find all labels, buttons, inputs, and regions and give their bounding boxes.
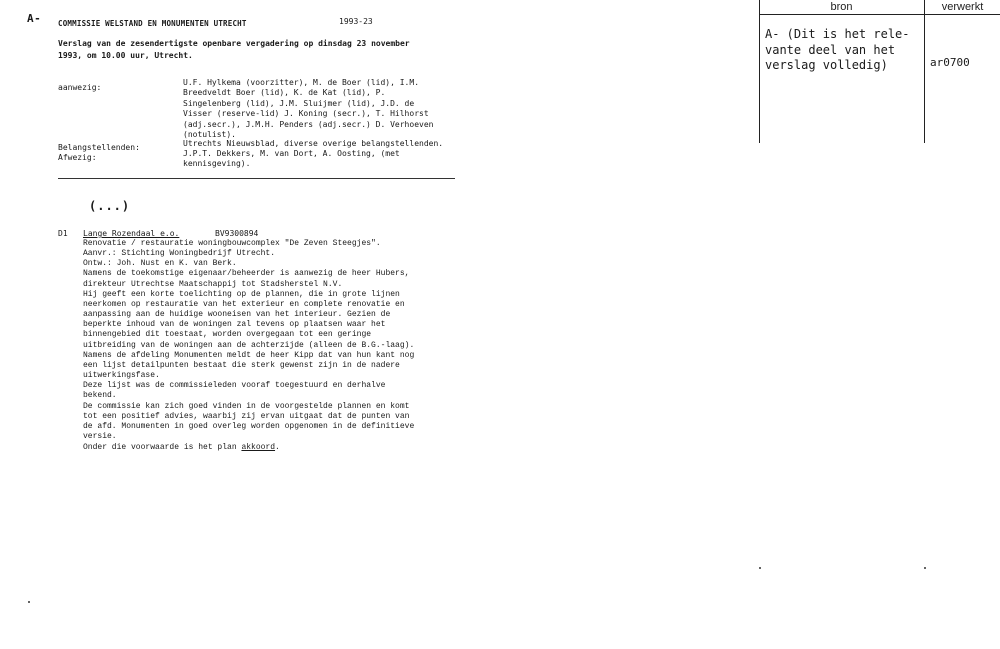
scan-speck <box>759 567 761 569</box>
corner-mark: A- <box>27 12 42 25</box>
item-body: Renovatie / restauratie woningbouwcomplex "De Zeven Steegjes". Aanvr.: Stichting Woningbedrijf Utrecht. Ontw.: Joh. Nust en K. van Berk. Namens de toekomstige eigenaar/beheerder is aanwezig de heer Hubers, direkteur Utrechtse Maatschappij tot Stadsherstel N.V. Hij geeft een korte toelichting op de plannen, die in grote lijnen neerkomen op restauratie van het exterieur en complete renovatie en aanpassing aan de huidige wooneisen van het interieur. Gezien de beperkte inhoud van de woningen zal tevens op plaatsen waar het binnengebied dit toestaat, worden overgegaan tot een geringe uitbreiding van de woningen aan de achterzijde (alleen de B.G.-laag). Namens de afdeling Monumenten meldt de heer Kipp dat van hun kant nog een lijst detailpunten bestaat die sterk gewenst zijn in de nadere uitwerkingsfase. Deze lijst was de commissieleden vooraf toegestuurd en derhalve bekend. De commissie kan zich goed vinden in de voorgestelde plannen en komt tot een positief advies, waarbij zij ervan uitgaat dat de punten van de afd. Monumenten in goed overleg worden opgenomen in de definitieve versie. <box>83 239 415 441</box>
processed-code: ar0700 <box>930 56 970 69</box>
item-code: D1 <box>58 229 68 238</box>
column-header-processed: verwerkt <box>941 1 984 13</box>
scan-speck <box>28 601 30 603</box>
table-column-divider <box>924 0 925 143</box>
item-conclusion <box>83 443 280 452</box>
document-title: COMMISSIE WELSTAND EN MONUMENTEN UTRECHT <box>58 19 247 28</box>
present-list: U.F. Hylkema (voorzitter), M. de Boer (lid), I.M. Breedveldt Boer (lid), K. de Kat (lid), P. Singelenberg (lid), J.M. Sluijmer (lid), J.D. de Visser (reserve-lid) J. Koning (secr.), T. Hilhorst (adj.secr.), J.M.H. Penders (adj.secr.) D. Verhoeven (notulist). <box>183 78 434 140</box>
conclusion-verdict: akkoord <box>241 443 276 452</box>
document-subtitle: Verslag van de zesendertigste openbare vergadering op dinsdag 23 november 1993, om 10.00 uur, Utrecht. <box>58 39 410 60</box>
omission-mark: (...) <box>89 199 131 213</box>
archive-reference-table <box>759 0 1000 143</box>
conclusion-prefix: Onder die voorwaarde is het plan <box>83 443 242 452</box>
scan-speck <box>924 567 926 569</box>
document-number: 1993-23 <box>339 17 373 26</box>
section-divider <box>58 178 455 179</box>
absent-list: J.P.T. Dekkers, M. van Dort, A. Oosting, (met kennisgeving). <box>183 149 400 169</box>
table-left-border <box>759 0 760 143</box>
interested-label: Belangstellenden: <box>58 143 140 152</box>
absent-label: Afwezig: <box>58 153 97 162</box>
conclusion-suffix: . <box>275 443 280 452</box>
present-label: aanwezig: <box>58 83 102 92</box>
source-note: A- (Dit is het rele- vante deel van het verslag volledig) <box>765 27 910 72</box>
table-header-divider <box>759 14 1000 15</box>
item-address: Lange Rozendaal e.o. <box>83 229 180 238</box>
interested-list: Utrechts Nieuwsblad, diverse overige belangstellenden. <box>183 139 444 148</box>
item-reference: BV9300894 <box>215 229 259 238</box>
column-header-source: bron <box>830 1 853 13</box>
